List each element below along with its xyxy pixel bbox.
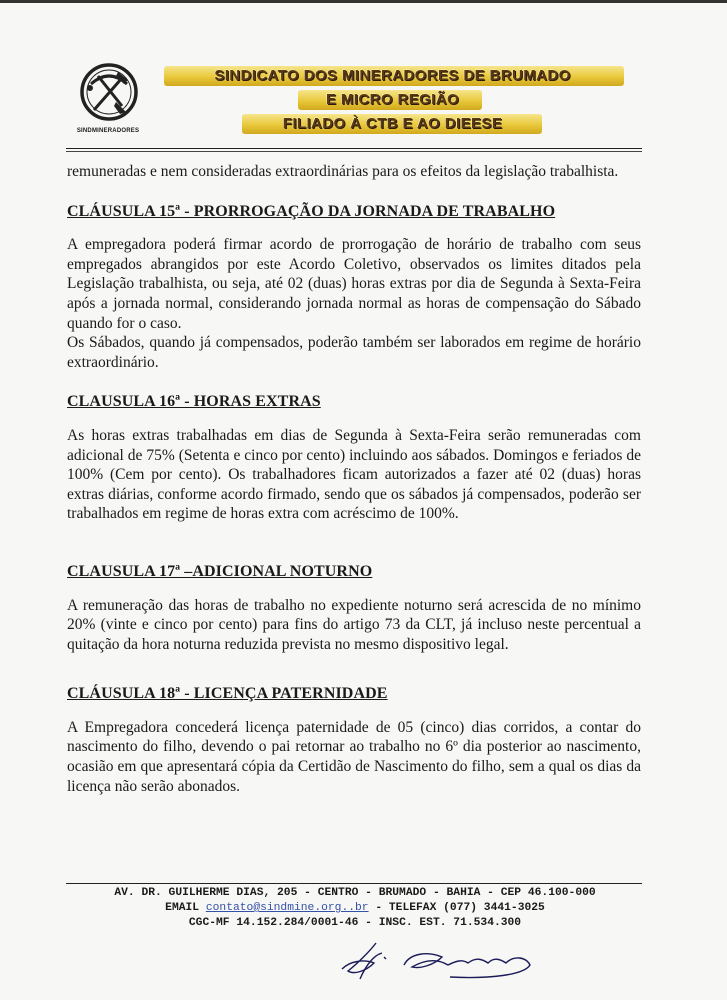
footer-email-label: EMAIL (165, 902, 200, 914)
clause-17-paragraph-1: A remuneração das horas de trabalho no expediente noturno será acrescida de no mínimo 20% (vinte e cinco por cento) para fins do artigo 73 da CLT, já incluso neste percentual a quitação da hora noturna reduzida prevista no mesmo dispositivo legal. (67, 596, 641, 653)
clause-16-paragraph-1: As horas extras trabalhadas em dias de Segunda à Sexta-Feira serão remuneradas com adicional de 75% (Setenta e cinco por cento) incluindo aos sábados. Domingos e feriados de 100% (Cem por cento). Os trabalhadores ficam autorizados a fazer até 02 (duas) horas extras diárias, conforme acordo firmado, sendo que os sábados já compensados, poderão ser trabalhados em regime de horas extra com acréscimo de 100%. (67, 426, 641, 523)
clause-15-paragraph-2: Os Sábados, quando já compensados, poderão também ser laborados em regime de horário extraordinário. (67, 334, 641, 371)
logo-caption: SINDMINERADORES (76, 128, 140, 134)
clause-16-title: CLAUSULA 16ª - HORAS EXTRAS (67, 393, 321, 411)
header-banner (160, 62, 625, 140)
clause-17-title: CLAUSULA 17ª –ADICIONAL NOTURNO (67, 562, 373, 580)
header-line-1: SINDICATO DOS MINERADORES DE BRUMADO (214, 67, 571, 84)
signature-initials-icon (330, 935, 550, 990)
footer-email-link[interactable]: contato@sindmine.org..br (205, 902, 369, 914)
footer-divider (66, 883, 642, 884)
header-divider-thin (66, 151, 642, 152)
clause-15-title: CLÁUSULA 15ª - PRORROGAÇÃO DA JORNADA DE TRABALHO (67, 202, 556, 220)
footer-address: AV. DR. GUILHERME DIAS, 205 - CENTRO - BRUMADO - BAHIA - CEP 46.100-000 (114, 887, 596, 899)
footer-contact (60, 901, 650, 916)
intro-paragraph: remuneradas e nem consideradas extraordinárias para os efeitos da legislação trabalhista. (67, 163, 619, 180)
document-body (67, 162, 641, 796)
header-divider (66, 148, 642, 149)
clause-18-paragraph-1: A Empregadora concederá licença paternidade de 05 (cinco) dias corridos, a contar do nascimento do filho, devendo o pai retornar ao trabalho no 6º dia posterior ao nascimento, ocasião em que apresentará cópia da Certidão de Nascimento do filho, sem a qual os dias da licença não serão abonados. (67, 718, 641, 795)
clause-18-title: CLÁUSULA 18ª - LICENÇA PATERNIDADE (67, 685, 388, 703)
clause-15-paragraph-1: A empregadora poderá firmar acordo de prorrogação de horário de trabalho com seus empregados abrangidos por este Acordo Coletivo, observados os limites ditados pela Legislação trabalhista, ou seja, até 02 (duas) horas extras por dia de Segunda à Sexta-Feira após a jornada normal, considerando jornada normal as horas de compensação do Sábado quando for o caso. (67, 236, 641, 332)
footer (60, 886, 650, 931)
header-line-2: E MICRO REGIÃO (325, 91, 460, 108)
union-logo-icon (74, 58, 144, 138)
footer-registry: CGC-MF 14.152.284/0001-46 - INSC. EST. 71.534.300 (188, 917, 522, 929)
footer-phone: - TELEFAX (077) 3441-3025 (368, 902, 545, 914)
scan-edge (0, 0, 727, 3)
header-line-3: FILIADO À CTB E AO DIEESE (282, 115, 503, 132)
